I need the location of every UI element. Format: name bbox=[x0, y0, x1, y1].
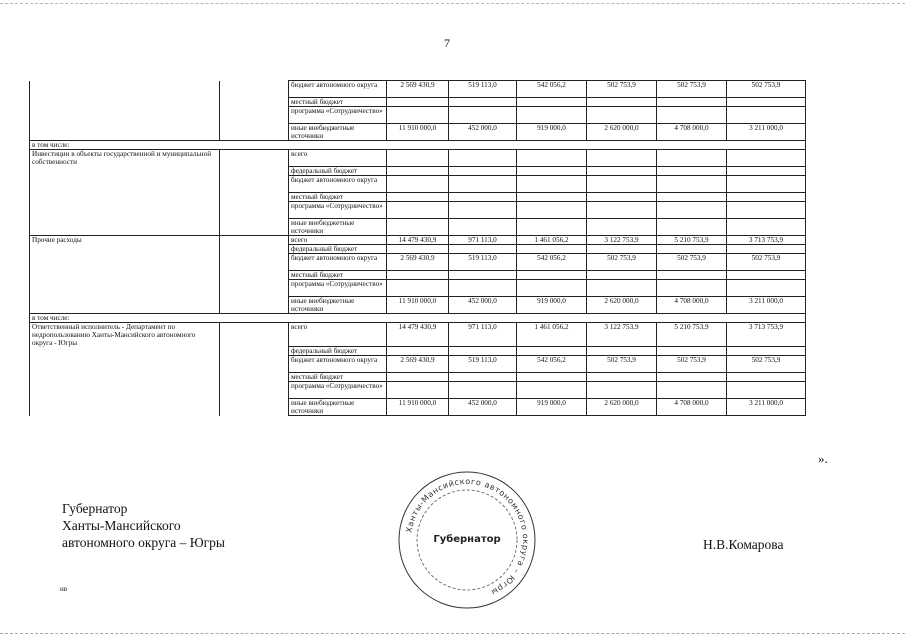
value-cell bbox=[657, 98, 727, 107]
table-row bbox=[30, 107, 806, 124]
value-cell bbox=[517, 382, 587, 399]
value-cell: 2 620 000,0 bbox=[587, 124, 657, 141]
table-row bbox=[30, 399, 806, 416]
blank-cell bbox=[220, 399, 289, 416]
value-cell: 502 753,9 bbox=[727, 81, 806, 98]
value-cell bbox=[449, 382, 517, 399]
value-cell: 14 479 430,9 bbox=[387, 235, 449, 244]
seal-ring-text: Ханты-Мансийского автономного округа – Югры bbox=[404, 476, 531, 598]
value-cell bbox=[657, 382, 727, 399]
value-cell bbox=[449, 98, 517, 107]
closing-quote: ». bbox=[818, 451, 828, 466]
row-label-cell bbox=[30, 296, 220, 313]
funding-source-cell: федеральный бюджет bbox=[289, 166, 387, 175]
value-cell bbox=[387, 107, 449, 124]
value-cell bbox=[449, 150, 517, 167]
value-cell bbox=[517, 166, 587, 175]
value-cell bbox=[449, 270, 517, 279]
value-cell: 542 056,2 bbox=[517, 253, 587, 270]
value-cell bbox=[657, 192, 727, 201]
blank-cell bbox=[220, 201, 289, 218]
row-label-cell bbox=[30, 175, 220, 192]
value-cell: 519 113,0 bbox=[449, 81, 517, 98]
value-cell bbox=[387, 192, 449, 201]
signatory-title bbox=[62, 500, 225, 551]
value-cell: 3 211 000,0 bbox=[727, 399, 806, 416]
value-cell bbox=[657, 201, 727, 218]
value-cell: 2 569 430,9 bbox=[387, 356, 449, 373]
value-cell bbox=[587, 192, 657, 201]
value-cell: 11 910 000,0 bbox=[387, 124, 449, 141]
value-cell: 502 753,9 bbox=[657, 81, 727, 98]
funding-source-cell: местный бюджет bbox=[289, 192, 387, 201]
value-cell bbox=[449, 244, 517, 253]
funding-source-cell: программа «Сотрудничество» bbox=[289, 279, 387, 296]
value-cell: 3 122 753,9 bbox=[587, 322, 657, 347]
value-cell bbox=[727, 150, 806, 167]
value-cell bbox=[587, 166, 657, 175]
table-row bbox=[30, 244, 806, 253]
funding-source-cell: программа «Сотрудничество» bbox=[289, 382, 387, 399]
value-cell: 919 000,0 bbox=[517, 399, 587, 416]
funding-source-cell: местный бюджет bbox=[289, 98, 387, 107]
value-cell bbox=[587, 98, 657, 107]
blank-cell bbox=[220, 322, 289, 347]
row-label-cell: Ответственный исполнитель - Департамент по недропользованию Ханты-Мансийского автономного округа - Югры bbox=[30, 322, 220, 347]
value-cell bbox=[587, 107, 657, 124]
value-cell: 971 113,0 bbox=[449, 235, 517, 244]
value-cell: 3 211 000,0 bbox=[727, 124, 806, 141]
value-cell bbox=[449, 279, 517, 296]
value-cell bbox=[727, 107, 806, 124]
value-cell bbox=[727, 98, 806, 107]
value-cell: 2 620 000,0 bbox=[587, 296, 657, 313]
value-cell: 11 910 000,0 bbox=[387, 296, 449, 313]
value-cell bbox=[517, 270, 587, 279]
blank-cell bbox=[220, 150, 289, 167]
funding-source-cell: бюджет автономного округа bbox=[289, 356, 387, 373]
value-cell bbox=[657, 270, 727, 279]
blank-cell bbox=[220, 279, 289, 296]
value-cell bbox=[727, 373, 806, 382]
table-section-row bbox=[30, 313, 806, 322]
value-cell bbox=[449, 175, 517, 192]
value-cell: 542 056,2 bbox=[517, 81, 587, 98]
value-cell bbox=[727, 382, 806, 399]
value-cell bbox=[517, 175, 587, 192]
seal-center-text: Губернатор bbox=[433, 534, 501, 545]
blank-cell bbox=[220, 373, 289, 382]
value-cell: 502 753,9 bbox=[727, 253, 806, 270]
table-section-row bbox=[30, 141, 806, 150]
value-cell bbox=[517, 98, 587, 107]
row-label-cell bbox=[30, 270, 220, 279]
value-cell bbox=[657, 347, 727, 356]
row-label-cell bbox=[30, 279, 220, 296]
funding-source-cell: местный бюджет bbox=[289, 373, 387, 382]
table-row bbox=[30, 175, 806, 192]
value-cell: 502 753,9 bbox=[657, 356, 727, 373]
blank-cell bbox=[220, 235, 289, 244]
value-cell bbox=[449, 107, 517, 124]
value-cell bbox=[449, 166, 517, 175]
value-cell bbox=[727, 175, 806, 192]
value-cell bbox=[587, 382, 657, 399]
value-cell bbox=[587, 175, 657, 192]
row-label-cell bbox=[30, 201, 220, 218]
value-cell bbox=[657, 175, 727, 192]
signatory-title-line: автономного округа – Югры bbox=[62, 535, 225, 550]
row-label-cell: Прочие расходы bbox=[30, 235, 220, 244]
value-cell bbox=[517, 347, 587, 356]
scan-edge-top bbox=[0, 3, 905, 4]
value-cell bbox=[387, 382, 449, 399]
signatory-title-line: Губернатор bbox=[62, 501, 128, 516]
value-cell bbox=[587, 373, 657, 382]
table-row bbox=[30, 150, 806, 167]
blank-cell bbox=[220, 107, 289, 124]
funding-source-cell: иные внебюджетные источники bbox=[289, 296, 387, 313]
value-cell bbox=[449, 373, 517, 382]
value-cell bbox=[727, 218, 806, 235]
value-cell bbox=[387, 201, 449, 218]
signatory-title-line: Ханты-Мансийского bbox=[62, 518, 181, 533]
executor-initials: нв bbox=[60, 585, 68, 593]
table-row bbox=[30, 235, 806, 244]
value-cell: 2 620 000,0 bbox=[587, 399, 657, 416]
row-label-cell bbox=[30, 399, 220, 416]
value-cell bbox=[387, 244, 449, 253]
funding-source-cell: иные внебюджетные источники bbox=[289, 124, 387, 141]
funding-source-cell: всего bbox=[289, 150, 387, 167]
value-cell bbox=[387, 279, 449, 296]
value-cell bbox=[449, 201, 517, 218]
value-cell bbox=[387, 347, 449, 356]
value-cell bbox=[517, 373, 587, 382]
signatory-name: Н.В.Комарова bbox=[703, 537, 784, 552]
value-cell bbox=[517, 150, 587, 167]
table-row bbox=[30, 322, 806, 347]
table-row bbox=[30, 296, 806, 313]
value-cell: 452 000,0 bbox=[449, 124, 517, 141]
table-row bbox=[30, 98, 806, 107]
value-cell: 519 113,0 bbox=[449, 253, 517, 270]
value-cell bbox=[727, 347, 806, 356]
value-cell bbox=[517, 279, 587, 296]
row-label-cell bbox=[30, 356, 220, 373]
value-cell: 542 056,2 bbox=[517, 356, 587, 373]
blank-cell bbox=[220, 124, 289, 141]
value-cell bbox=[387, 373, 449, 382]
value-cell bbox=[657, 279, 727, 296]
row-label-cell bbox=[30, 124, 220, 141]
value-cell bbox=[657, 166, 727, 175]
value-cell: 3 211 000,0 bbox=[727, 296, 806, 313]
value-cell: 971 113,0 bbox=[449, 322, 517, 347]
scan-edge-bottom bbox=[0, 633, 905, 634]
blank-cell bbox=[220, 175, 289, 192]
value-cell: 4 708 000,0 bbox=[657, 296, 727, 313]
table-row bbox=[30, 373, 806, 382]
value-cell: 4 708 000,0 bbox=[657, 399, 727, 416]
blank-cell bbox=[220, 356, 289, 373]
value-cell: 919 000,0 bbox=[517, 296, 587, 313]
section-label-cell: в том числе: bbox=[30, 313, 806, 322]
value-cell: 2 569 430,9 bbox=[387, 253, 449, 270]
table-row bbox=[30, 218, 806, 235]
value-cell bbox=[517, 107, 587, 124]
value-cell bbox=[387, 218, 449, 235]
table-row bbox=[30, 270, 806, 279]
funding-source-cell: иные внебюджетные источники bbox=[289, 218, 387, 235]
blank-cell bbox=[220, 270, 289, 279]
value-cell: 502 753,9 bbox=[727, 356, 806, 373]
funding-source-cell: федеральный бюджет bbox=[289, 347, 387, 356]
value-cell bbox=[587, 279, 657, 296]
value-cell: 502 753,9 bbox=[587, 81, 657, 98]
funding-source-cell: иные внебюджетные источники bbox=[289, 399, 387, 416]
value-cell bbox=[387, 98, 449, 107]
blank-cell bbox=[220, 192, 289, 201]
value-cell: 2 569 430,9 bbox=[387, 81, 449, 98]
row-label-cell bbox=[30, 98, 220, 107]
row-label-cell bbox=[30, 81, 220, 98]
value-cell bbox=[587, 270, 657, 279]
table-row bbox=[30, 356, 806, 373]
blank-cell bbox=[220, 296, 289, 313]
value-cell bbox=[387, 270, 449, 279]
value-cell bbox=[449, 347, 517, 356]
budget-table bbox=[29, 80, 806, 416]
value-cell: 519 113,0 bbox=[449, 356, 517, 373]
funding-source-cell: программа «Сотрудничество» bbox=[289, 201, 387, 218]
blank-cell bbox=[220, 382, 289, 399]
funding-source-cell: бюджет автономного округа bbox=[289, 81, 387, 98]
value-cell: 452 000,0 bbox=[449, 296, 517, 313]
row-label-cell bbox=[30, 244, 220, 253]
value-cell: 14 479 430,9 bbox=[387, 322, 449, 347]
value-cell bbox=[727, 201, 806, 218]
value-cell bbox=[657, 244, 727, 253]
value-cell: 3 122 753,9 bbox=[587, 235, 657, 244]
value-cell: 502 753,9 bbox=[657, 253, 727, 270]
blank-cell bbox=[220, 218, 289, 235]
funding-source-cell: программа «Сотрудничество» bbox=[289, 107, 387, 124]
value-cell: 5 210 753,9 bbox=[657, 322, 727, 347]
value-cell bbox=[727, 270, 806, 279]
value-cell bbox=[587, 347, 657, 356]
value-cell: 1 461 056,2 bbox=[517, 235, 587, 244]
section-label-cell: в том числе: bbox=[30, 141, 806, 150]
table-row bbox=[30, 347, 806, 356]
blank-cell bbox=[220, 244, 289, 253]
value-cell: 4 708 000,0 bbox=[657, 124, 727, 141]
blank-cell bbox=[220, 98, 289, 107]
funding-source-cell: бюджет автономного округа bbox=[289, 175, 387, 192]
blank-cell bbox=[220, 166, 289, 175]
blank-cell bbox=[220, 81, 289, 98]
value-cell bbox=[657, 218, 727, 235]
value-cell bbox=[727, 192, 806, 201]
table-row bbox=[30, 253, 806, 270]
table-row bbox=[30, 124, 806, 141]
value-cell bbox=[587, 201, 657, 218]
value-cell bbox=[517, 192, 587, 201]
row-label-cell bbox=[30, 382, 220, 399]
value-cell bbox=[587, 218, 657, 235]
funding-source-cell: бюджет автономного округа bbox=[289, 253, 387, 270]
row-label-cell bbox=[30, 107, 220, 124]
value-cell bbox=[727, 166, 806, 175]
funding-source-cell: всего bbox=[289, 322, 387, 347]
official-seal bbox=[392, 470, 542, 610]
value-cell bbox=[387, 166, 449, 175]
value-cell bbox=[587, 244, 657, 253]
funding-source-cell: федеральный бюджет bbox=[289, 244, 387, 253]
value-cell: 11 910 000,0 bbox=[387, 399, 449, 416]
value-cell: 3 713 753,9 bbox=[727, 322, 806, 347]
table-row bbox=[30, 382, 806, 399]
value-cell bbox=[449, 218, 517, 235]
value-cell: 452 000,0 bbox=[449, 399, 517, 416]
value-cell bbox=[657, 107, 727, 124]
value-cell bbox=[657, 150, 727, 167]
value-cell bbox=[449, 192, 517, 201]
row-label-cell bbox=[30, 373, 220, 382]
value-cell: 5 210 753,9 bbox=[657, 235, 727, 244]
table-row bbox=[30, 201, 806, 218]
value-cell: 1 461 056,2 bbox=[517, 322, 587, 347]
value-cell bbox=[727, 244, 806, 253]
value-cell bbox=[657, 373, 727, 382]
funding-source-cell: местный бюджет bbox=[289, 270, 387, 279]
value-cell bbox=[727, 279, 806, 296]
funding-source-cell: всего bbox=[289, 235, 387, 244]
value-cell bbox=[387, 175, 449, 192]
table-row bbox=[30, 279, 806, 296]
value-cell bbox=[517, 201, 587, 218]
value-cell: 919 000,0 bbox=[517, 124, 587, 141]
value-cell bbox=[517, 244, 587, 253]
blank-cell bbox=[220, 253, 289, 270]
row-label-cell: Инвестиции в объекты государственной и муниципальной собственности bbox=[30, 150, 220, 167]
value-cell: 502 753,9 bbox=[587, 356, 657, 373]
row-label-cell bbox=[30, 347, 220, 356]
table-row bbox=[30, 81, 806, 98]
page-number: 7 bbox=[444, 36, 450, 50]
value-cell bbox=[387, 150, 449, 167]
row-label-cell bbox=[30, 218, 220, 235]
blank-cell bbox=[220, 347, 289, 356]
row-label-cell bbox=[30, 253, 220, 270]
row-label-cell bbox=[30, 192, 220, 201]
table-row bbox=[30, 192, 806, 201]
row-label-cell bbox=[30, 166, 220, 175]
table-row bbox=[30, 166, 806, 175]
value-cell: 502 753,9 bbox=[587, 253, 657, 270]
value-cell bbox=[587, 150, 657, 167]
value-cell bbox=[517, 218, 587, 235]
value-cell: 3 713 753,9 bbox=[727, 235, 806, 244]
